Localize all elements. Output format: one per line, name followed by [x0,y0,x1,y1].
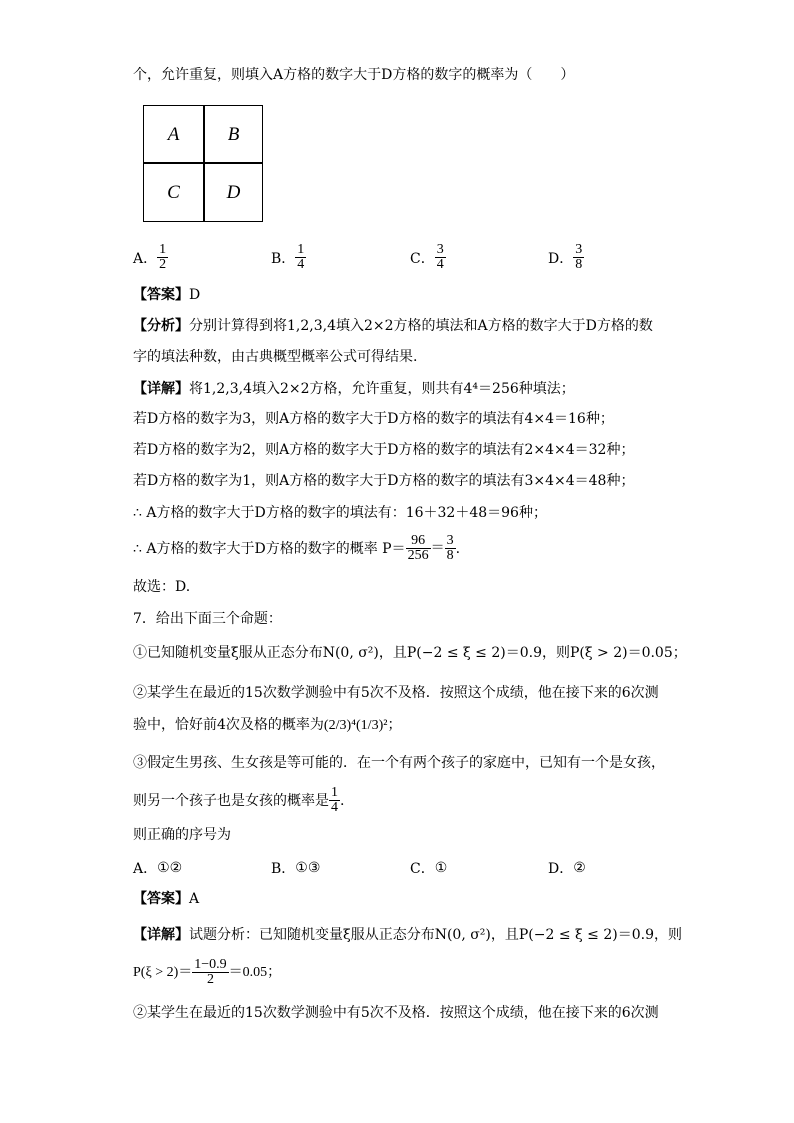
grid-cell-c: C [167,181,180,203]
q7-option-d: D． ② [548,860,586,877]
detail-line-4: 若D方格的数字为1，则A方格的数字大于D方格的数字的填法有3×4×4＝48种； [133,473,635,489]
option-label: D． [548,250,574,267]
q7-proposition-1: ①已知随机变量ξ服从正态分布N(0, σ²)，且P(−2 ≤ ξ ≤ 2)＝0.9，则P(ξ > 2)＝0.05； [133,645,687,661]
detail-line-6: ∴ A方格的数字大于D方格的数字的概率 P＝ $\frac{96}{256}$ ＝ $\frac{3}{8}$ . [133,533,461,563]
q6-option-c [410,243,446,272]
q6-stem: 个，允许重复，则填入A方格的数字大于D方格的数字的概率为（ ） [133,67,575,83]
option-label: A． [133,250,158,267]
q6-option-b [271,243,306,272]
option-fraction: $\frac{1}{4}$ [297,242,305,272]
choose-line: 故选：D. [133,579,191,595]
answer-value: A [189,891,200,907]
grid-cell-d: D [226,181,241,203]
detail-text: 试题分析：已知随机变量ξ服从正态分布N(0, σ²)，且P(−2 ≤ ξ ≤ 2)＝0.9，则 [189,927,682,943]
q7-proposition-2b [133,716,401,735]
q7-option-c: C． ① [410,860,448,877]
probability-fraction-1: $\frac{96}{256}$ [407,533,429,563]
detail-line-2: 若D方格的数字为3，则A方格的数字大于D方格的数字的填法有4×4＝16种； [133,411,614,427]
q7-detail-line-3: ②某学生在最近的15次数学测验中有5次不及格．按照这个成绩，他在接下来的6次测 [133,1005,659,1021]
q7-ask: 则正确的序号为 [133,827,231,843]
prop3-text: 则另一个孩子也是女孩的概率是 [133,792,329,809]
q7-detail-line-2 [133,958,281,987]
answer-tag: 【答案】 [133,287,189,303]
grid-cell-a: A [167,123,180,145]
probability-fraction-2: $\frac{3}{8}$ [446,533,454,563]
letter-grid [143,105,263,222]
detail2-fraction: $\frac{1-0.9}{2}$ [194,957,227,987]
option-fraction: $\frac{3}{4}$ [436,242,444,272]
detail2-text: P(ξ > 2)＝ [133,964,193,980]
prop2-math: (2/3)⁴(1/3)² [323,718,388,733]
detail-tag: 【详解】 [133,381,189,397]
probability-text: ∴ A方格的数字大于D方格的数字的概率 P＝ [133,540,406,557]
analysis-line-1 [133,317,653,335]
option-label: B． [271,250,296,267]
option-fraction: $\frac{3}{8}$ [575,242,583,272]
q6-answer [133,286,200,304]
option-label: C． [410,250,435,267]
prop2-end: ； [387,717,402,733]
detail-line-5: ∴ A方格的数字大于D方格的数字的填法有：16＋32＋48＝96种； [133,505,547,521]
detail2-end: ＝0.05； [228,964,282,980]
q6-option-a [133,243,168,272]
q7-proposition-2a: ②某学生在最近的15次数学测验中有5次不及格．按照这个成绩，他在接下来的6次测 [133,685,659,701]
q7-option-b: B． ①③ [271,860,321,877]
option-fraction: $\frac{1}{2}$ [159,242,167,272]
grid-cell-b: B [227,123,240,145]
analysis-tag: 【分析】 [133,318,189,334]
q7-option-a: A． ①② [133,860,183,877]
q7-title: 7．给出下面三个命题： [133,611,282,627]
prop2-text: 验中，恰好前4次及格的概率为 [133,717,324,733]
detail-text: 将1,2,3,4填入2×2方格，允许重复，则共有4⁴＝256种填法； [189,381,575,397]
analysis-text: 分别计算得到将1,2,3,4填入2×2方格的填法和A方格的数字大于D方格的数 [189,318,653,334]
q7-proposition-3a: ③假定生男孩、生女孩是等可能的．在一个有两个孩子的家庭中，已知有一个是女孩， [133,755,665,771]
prop3-fraction: $\frac{1}{4}$ [331,785,338,815]
prop3-end: . [340,792,345,809]
q6-option-d [548,243,584,272]
detail-line-3: 若D方格的数字为2，则A方格的数字大于D方格的数字的填法有2×4×4＝32种； [133,442,635,458]
answer-value: D [189,287,201,303]
q7-detail-line-1 [133,926,682,944]
answer-tag: 【答案】 [133,891,189,907]
q7-answer [133,890,199,908]
analysis-line-2: 字的填法种数，由古典概型概率公式可得结果. [133,349,418,365]
detail-tag: 【详解】 [133,927,189,943]
detail-line-1 [133,380,575,398]
q7-proposition-3b [133,786,344,815]
